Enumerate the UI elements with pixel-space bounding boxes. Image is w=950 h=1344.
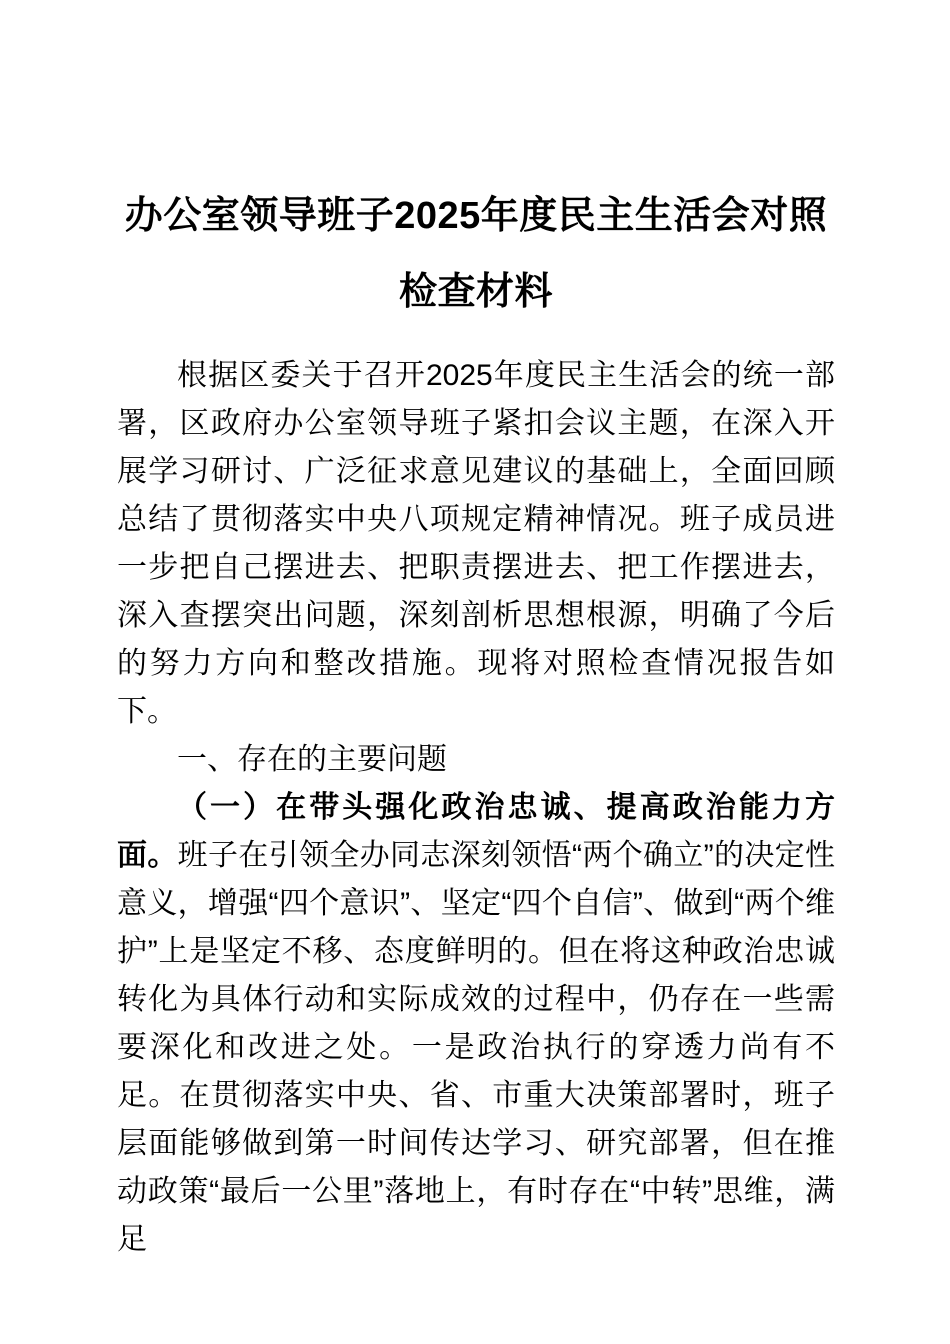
subsection-1-bold-lead: （一）在带头强化政治忠诚、提高政治能力方面。 [117,791,835,872]
paragraph-subsection-1 [117,784,835,1264]
section-heading-main-problems: 一、存在的主要问题 [177,743,447,776]
paragraph-intro: 根据区委关于召开2025年度民主生活会的统一部署，区政府办公室领导班子紧扣会议主题，在深入开展学习研讨、广泛征求意见建议的基础上，全面回顾总结了贯彻落实中央八项规定精神情况。班子成员进一步把自己摆进去、把职责摆进去、把工作摆进去，深入查摆突出问题，深刻剖析思想根源，明确了今后的努力方向和整改措施。现将对照检查情况报告如下。 [117,359,835,728]
page-title: 办公室领导班子2025年度民主生活会对照检查材料 [124,195,828,313]
document-content [117,0,835,1264]
subsection-1-body: 班子在引领全办同志深刻领悟“两个确立”的决定性意义，增强“四个意识”、坚定“四个自信”、做到“两个维护”上是坚定不移、态度鲜明的。但在将这种政治忠诚转化为具体行动和实际成效的过程中，仍存在一些需要深化和改进之处。一是政治执行的穿透力尚有不足。在贯彻落实中央、省、市重大决策部署时，班子层面能够做到第一时间传达学习、研究部署，但在推动政策“最后一公里”落地上，有时存在“中转”思维，满足 [117,839,835,1256]
